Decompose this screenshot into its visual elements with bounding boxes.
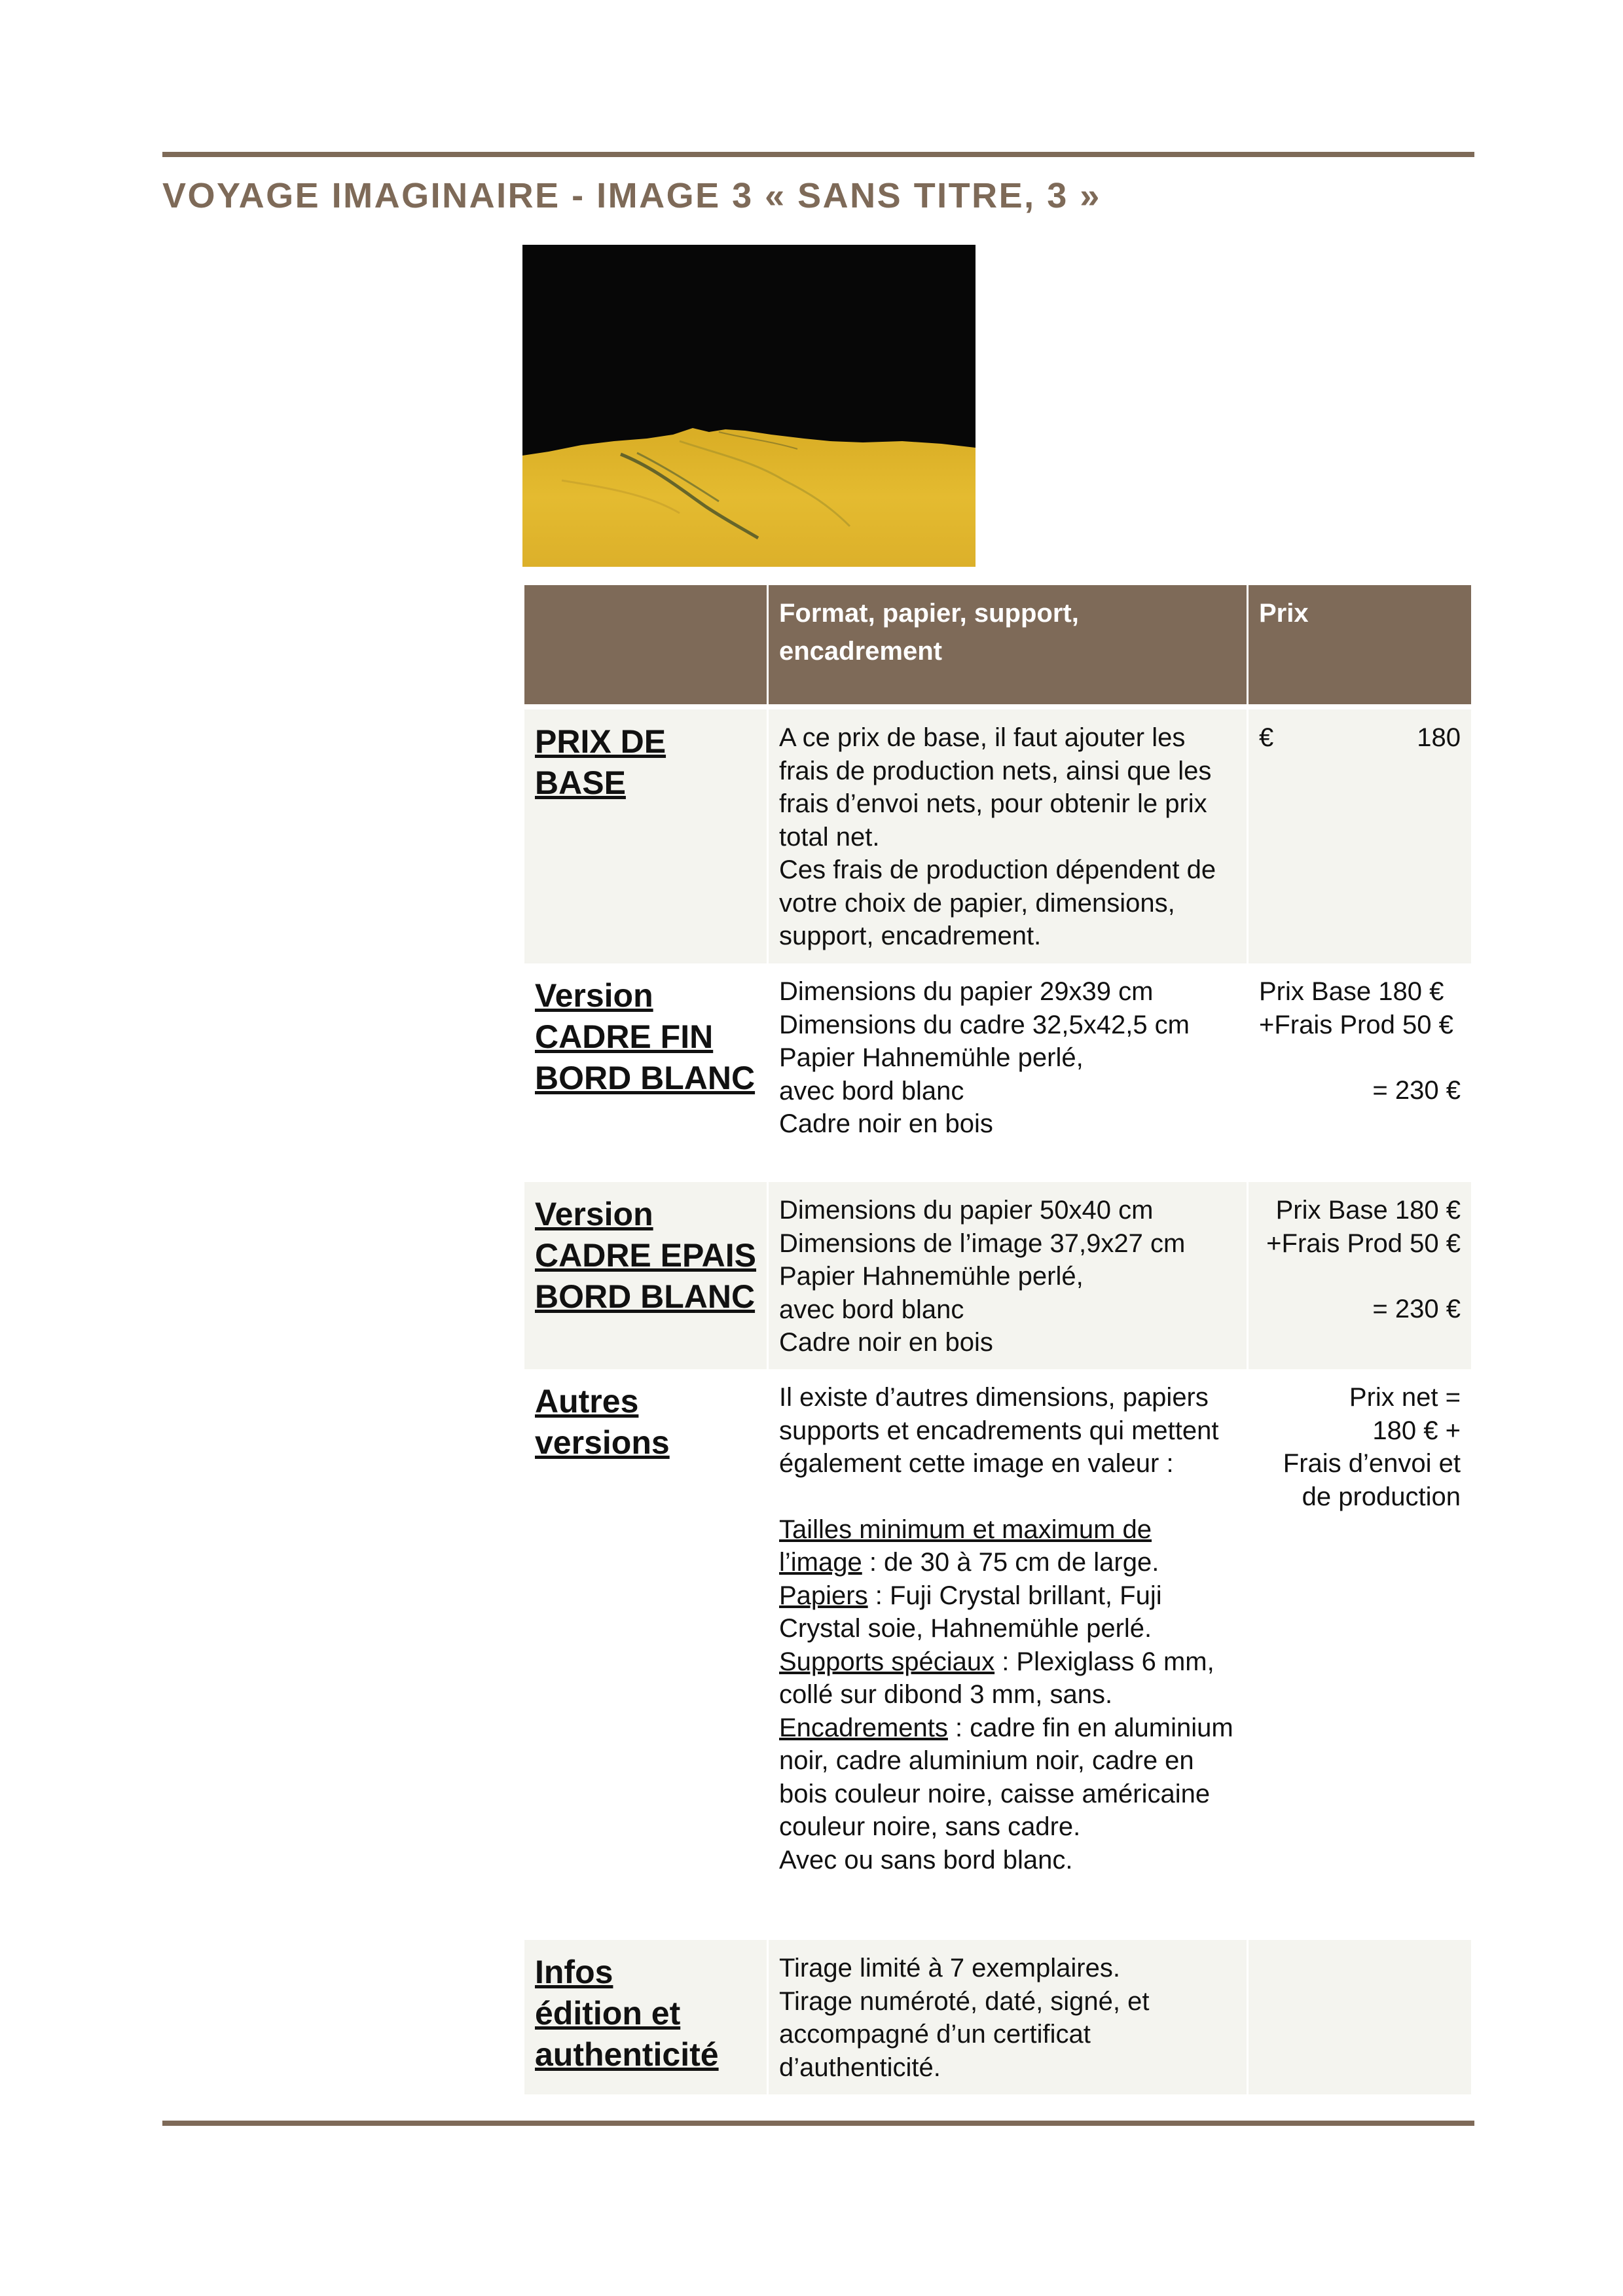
header-label-cell xyxy=(524,585,767,704)
other-label-2: versions xyxy=(535,1424,670,1461)
other-price-3: Frais d’envoi et xyxy=(1283,1449,1461,1478)
thin-frame-price-1: Prix Base 180 € xyxy=(1259,977,1444,1006)
row-desc-cell xyxy=(769,709,1247,963)
frames-entry xyxy=(779,1712,1236,1844)
other-price-2: 180 € + xyxy=(1372,1416,1461,1445)
table-row-other-versions xyxy=(524,1369,1471,1940)
document-title: VOYAGE IMAGINAIRE - IMAGE 3 « SANS TITRE, 3 » xyxy=(162,176,1101,215)
thin-frame-label-1: Version xyxy=(535,977,653,1014)
thick-frame-total: = 230 € xyxy=(1372,1295,1461,1323)
thin-frame-line: avec bord blanc xyxy=(779,1076,964,1105)
top-divider xyxy=(162,152,1474,157)
frames-label: Encadrements xyxy=(779,1713,948,1742)
row-label-cell xyxy=(524,1940,767,2094)
row-price-cell xyxy=(1249,1369,1471,1940)
edition-label-2: édition et xyxy=(535,1995,681,2032)
sizes-entry xyxy=(779,1513,1236,1579)
thick-frame-price-1: Prix Base 180 € xyxy=(1275,1196,1461,1225)
supports-label: Supports spéciaux xyxy=(779,1647,995,1676)
border-note: Avec ou sans bord blanc. xyxy=(779,1845,1073,1874)
row-desc-cell xyxy=(769,963,1247,1182)
sizes-label: Tailles minimum et maximum de l’image xyxy=(779,1515,1152,1577)
thick-frame-line: avec bord blanc xyxy=(779,1295,964,1324)
thin-frame-line: Cadre noir en bois xyxy=(779,1109,993,1138)
base-desc-1: A ce prix de base, il faut ajouter les frais de production nets, ainsi que les frais d’envoi nets, pour obtenir le prix total net. xyxy=(779,723,1212,852)
table-row-base-price xyxy=(524,709,1471,963)
header-price: Prix xyxy=(1249,585,1471,704)
supports-entry xyxy=(779,1645,1236,1712)
row-price-cell xyxy=(1249,709,1471,963)
thin-frame-line: Dimensions du papier 29x39 cm xyxy=(779,977,1154,1006)
table-row-edition-info xyxy=(524,1940,1471,2094)
table-header-row xyxy=(524,585,1471,704)
papers-text: : Fuji Crystal brillant, Fuji Crystal soie, Hahnemühle perlé. xyxy=(779,1581,1162,1643)
header-format: Format, papier, support, encadrement xyxy=(769,585,1247,704)
edition-line-1: Tirage limité à 7 exemplaires. xyxy=(779,1954,1120,1982)
thin-frame-total: = 230 € xyxy=(1372,1076,1461,1105)
edition-label-1: Infos xyxy=(535,1954,613,1990)
row-label-cell xyxy=(524,709,767,963)
base-price-label: PRIX DE BASE xyxy=(535,723,666,801)
base-amount: 180 xyxy=(1417,723,1461,752)
table-row-thick-frame xyxy=(524,1182,1471,1369)
thick-frame-price-2: +Frais Prod 50 € xyxy=(1266,1229,1461,1258)
thick-frame-label-1: Version xyxy=(535,1196,653,1232)
other-price-4: de production xyxy=(1302,1482,1461,1511)
frames-text: : cadre fin en aluminium noir, cadre aluminium noir, cadre en bois couleur noire, caisse américaine couleur noire, sans cadre. xyxy=(779,1713,1233,1841)
bottom-divider xyxy=(162,2121,1474,2126)
base-desc-2: Ces frais de production dépendent de votre choix de papier, dimensions, support, encadrement. xyxy=(779,855,1216,950)
pricing-table xyxy=(522,585,1473,2094)
thin-frame-line: Dimensions du cadre 32,5x42,5 cm xyxy=(779,1010,1190,1039)
thick-frame-line: Papier Hahnemühle perlé, xyxy=(779,1262,1084,1291)
thick-frame-label-3: BORD BLANC xyxy=(535,1278,756,1315)
row-price-cell xyxy=(1249,1182,1471,1369)
supports-text: : Plexiglass 6 mm, collé sur dibond 3 mm, sans. xyxy=(779,1647,1214,1709)
papers-entry xyxy=(779,1579,1236,1645)
thick-frame-line: Cadre noir en bois xyxy=(779,1328,993,1357)
papers-label: Papiers xyxy=(779,1581,868,1610)
row-desc-cell xyxy=(769,1182,1247,1369)
currency-symbol: € xyxy=(1259,723,1274,752)
thin-frame-label-2: CADRE FIN xyxy=(535,1018,714,1055)
other-intro: Il existe d’autres dimensions, papiers supports et encadrements qui mettent également cette image en valeur : xyxy=(779,1383,1219,1478)
thin-frame-line: Papier Hahnemühle perlé, xyxy=(779,1043,1084,1072)
row-desc-cell xyxy=(769,1940,1247,2094)
edition-line-2: Tirage numéroté, daté, signé, et accompagné d’un certificat d’authenticité. xyxy=(779,1986,1150,2082)
other-price-1: Prix net = xyxy=(1349,1383,1461,1412)
thick-frame-line: Dimensions de l’image 37,9x27 cm xyxy=(779,1229,1186,1258)
row-price-cell xyxy=(1249,1940,1471,2094)
table-row-thin-frame xyxy=(524,963,1471,1182)
row-label-cell xyxy=(524,1182,767,1369)
row-label-cell xyxy=(524,1369,767,1940)
thin-frame-price-2: +Frais Prod 50 € xyxy=(1259,1010,1453,1039)
thin-frame-label-3: BORD BLANC xyxy=(535,1060,756,1096)
other-label-1: Autres xyxy=(535,1383,639,1420)
artwork-thumbnail xyxy=(522,245,976,567)
sizes-text: : de 30 à 75 cm de large. xyxy=(862,1548,1159,1577)
row-desc-cell xyxy=(769,1369,1247,1940)
edition-label-3: authenticité xyxy=(535,2036,719,2073)
row-price-cell xyxy=(1249,963,1471,1182)
thick-frame-line: Dimensions du papier 50x40 cm xyxy=(779,1196,1154,1225)
thick-frame-label-2: CADRE EPAIS xyxy=(535,1237,757,1274)
row-label-cell xyxy=(524,963,767,1182)
